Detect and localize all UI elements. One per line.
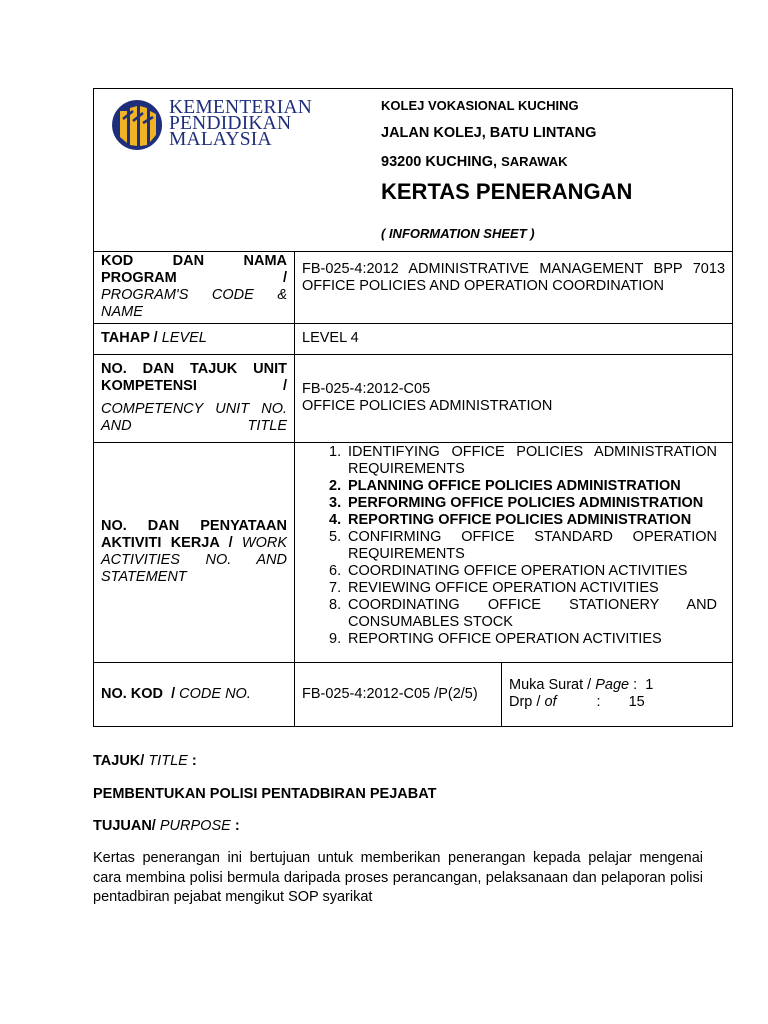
activity-item: 9. REPORTING OFFICE OPERATION ACTIVITIES <box>329 631 662 647</box>
purpose-label-bold: TUJUAN/ <box>93 818 160 834</box>
unit-label-bold: NO. DAN TAJUK UNIT KOMPETENSI / <box>101 361 287 394</box>
page-number-line: Muka Surat / Page : 1 <box>509 677 654 693</box>
program-label-italic: PROGRAM'S CODE & NAME <box>101 287 287 320</box>
college-address-line2 <box>381 153 568 171</box>
code-label-bold: NO. KOD <box>101 685 164 702</box>
level-label-italic: LEVEL <box>161 330 207 346</box>
page-label: Muka Surat / <box>509 677 596 693</box>
ministry-name-line2: PENDIDIKAN <box>169 113 292 134</box>
document-subtitle: ( INFORMATION SHEET ) <box>381 226 535 241</box>
of-label-italic: of <box>544 694 557 710</box>
of-label: Drp / <box>509 694 545 710</box>
level-label-bold: TAHAP / <box>101 330 162 346</box>
work-activities-label <box>94 443 295 663</box>
work-label-italic: WORK ACTIVITIES NO. AND STATEMENT <box>101 535 287 585</box>
unit-title: OFFICE POLICIES ADMINISTRATION <box>302 398 553 414</box>
ministry-name <box>169 97 319 150</box>
unit-label <box>94 355 295 443</box>
code-label-italic: CODE NO. <box>179 685 251 702</box>
title-label <box>93 753 703 769</box>
document-title: KERTAS PENERANGAN <box>381 179 633 204</box>
work-label-text <box>101 518 287 586</box>
level-value: LEVEL 4 <box>295 324 733 355</box>
activity-item: 5. CONFIRMING OFFICE STANDARD OPERATION REQUIREMENTS <box>329 529 718 562</box>
page-total-line: Drp / of : 15 <box>509 694 645 710</box>
activity-item: 6. COORDINATING OFFICE OPERATION ACTIVITIES <box>329 563 688 579</box>
unit-value-cell <box>295 355 733 443</box>
code-value: FB-025-4:2012-C05 /P(2/5) <box>295 663 502 727</box>
title-label-italic: TITLE <box>148 753 188 769</box>
college-address-line1: JALAN KOLEJ, BATU LINTANG <box>381 125 597 141</box>
title-label-bold: TAJUK/ <box>93 753 149 769</box>
activity-item: 1. IDENTIFYING OFFICE POLICIES ADMINISTRATION REQUIREMENTS <box>329 444 718 477</box>
page-total: 15 <box>628 694 645 710</box>
purpose-label <box>93 818 703 834</box>
program-label-bold: KOD DAN NAMA PROGRAM / <box>101 253 287 286</box>
program-label <box>94 252 295 324</box>
code-label-sep: / <box>163 685 180 702</box>
ministry-name-line1: KEMENTERIAN <box>169 97 313 118</box>
purpose-label-italic: PURPOSE <box>159 818 231 834</box>
program-value: FB-025-4:2012 ADMINISTRATIVE MANAGEMENT BPP 7013 OFFICE POLICIES AND OPERATION COORDINATION <box>302 261 726 294</box>
title-label-colon: : <box>187 753 197 769</box>
college-name: KOLEJ VOKASIONAL KUCHING <box>381 98 579 113</box>
unit-label-italic: COMPETENCY UNIT NO. AND TITLE <box>101 401 287 434</box>
purpose-paragraph: Kertas penerangan ini bertujuan untuk memberikan penerangan kepada pelajar mengenai cara membina polisi bermula daripada proses perancangan, pelaksanaan dan pelaporan polisi pentadbiran pejabat mengikut SOP syarikat <box>93 850 703 905</box>
unit-code: FB-025-4:2012-C05 <box>302 381 431 397</box>
header-table <box>93 88 733 727</box>
page-label-italic: Page <box>595 677 630 693</box>
activity-item: 8. COORDINATING OFFICE STATIONERY AND CONSUMABLES STOCK <box>329 597 718 630</box>
postcode-city: 93200 KUCHING, <box>381 154 502 170</box>
page-number: 1 <box>645 677 654 693</box>
ministry-name-line3: MALAYSIA <box>169 129 272 150</box>
purpose-label-colon: : <box>230 818 240 834</box>
header-banner <box>94 89 733 252</box>
ministry-logo <box>109 97 313 151</box>
page-info-cell <box>502 663 733 727</box>
main-title: PEMBENTUKAN POLISI PENTADBIRAN PEJABAT <box>93 786 437 802</box>
level-label <box>94 324 295 355</box>
program-value-cell <box>295 252 733 324</box>
activity-item: 4. REPORTING OFFICE POLICIES ADMINISTRATION <box>329 512 692 528</box>
activity-item: 3. PERFORMING OFFICE POLICIES ADMINISTRATION <box>329 495 704 511</box>
activity-item: 7. REVIEWING OFFICE OPERATION ACTIVITIES <box>329 580 659 596</box>
state-name: SARAWAK <box>501 154 568 169</box>
work-activities-list <box>302 444 725 648</box>
work-activities-cell <box>295 443 733 663</box>
ministry-emblem-icon <box>109 99 165 151</box>
work-label-bold: NO. DAN PENYATAAN AKTIVITI KERJA / <box>101 518 287 551</box>
activity-item: 2. PLANNING OFFICE POLICIES ADMINISTRATION <box>329 478 681 494</box>
code-label <box>94 663 295 727</box>
